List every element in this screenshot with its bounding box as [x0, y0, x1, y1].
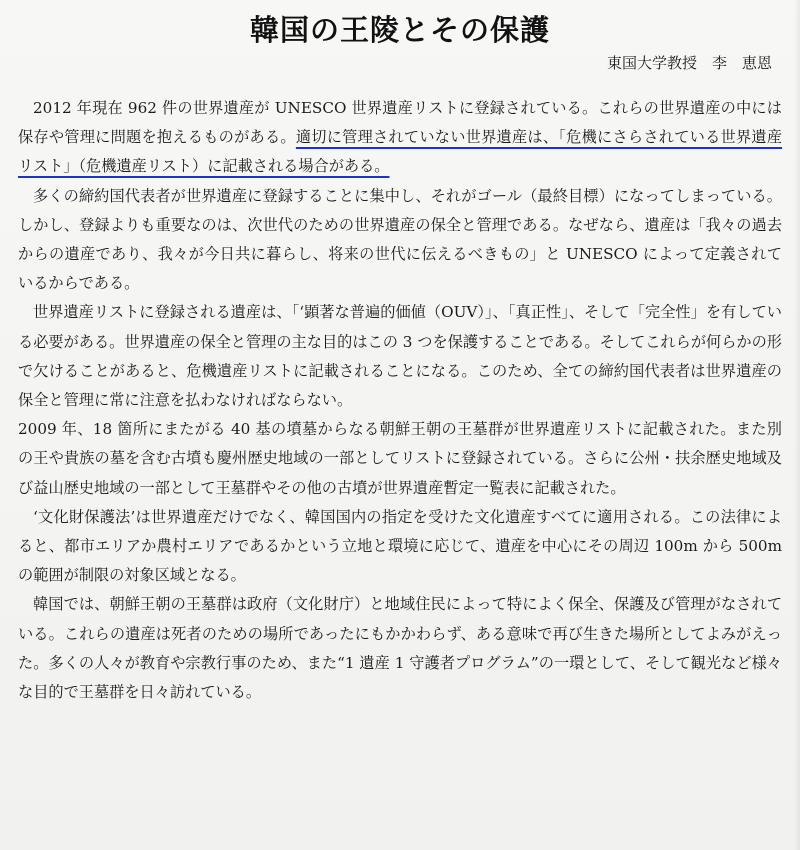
page-title: 韓国の王陵とその保護 [249, 13, 550, 47]
author-byline: 東国大学教授 李 恵恩 [606, 54, 772, 72]
paragraph-5: ‘文化財保護法’は世界遺産だけでなく、韓国国内の指定を受けた文化遺産すべてに適用される。この法律によると、都市エリアか農村エリアであるかという立地と環境に応じて、遺産を中心にその周辺 100m から 500m の範囲が制限の対象区域となる。 [18, 507, 782, 585]
paragraph-6: 韓国では、朝鮮王朝の王墓群は政府（文化財庁）と地域住民によって特によく保全、保護及び管理がなされている。これらの遺産は死者のための場所であったにもかかわらず、ある意味で再び生きた場所としてよみがえった。多くの人々が教育や宗教行事のため、また“1 遺産 1 守護者プログラム”の一環として、そして観光など様々な目的で王墓群を日々訪れている。 [18, 595, 783, 702]
underlined-sentence: 適切に管理されていない世界遺産は、「危機にさらされている世界遺産リスト」（危機遺産リスト）に記載される場合がある。 [18, 128, 783, 176]
paragraph-2: 多くの締約国代表者が世界遺産に登録することに集中し、それがゴール（最終目標）になってしまっている。しかし、登録よりも重要なのは、次世代のための世界遺産の保全と管理である。なぜなら、遺産は「我々の過去からの遺産であり、我々が今日共に暮らし、将来の世代に伝えるべきもの」と UNESCO によって定義されているからである。 [18, 186, 782, 293]
paragraph-3: 世界遺産リストに登録される遺産は、「‘顕著な普遍的価値（OUV）」、「真正性」、そして「完全性」を有している必要がある。世界遺産の保全と管理の主な目的はこの 3 つを保護することである。そしてこれらが何らかの形で欠けることがあると、危機遺産リストに記載されることになる。このため、全ての締約国代表者は世界遺産の保全と管理に常に注意を払わなければならない。 [18, 303, 782, 410]
article-body [18, 94, 782, 707]
paragraph-1-text: 2012 年現在 962 件の世界遺産が UNESCO 世界遺産リストに登録されている。これらの世界遺産の中には保存や管理に問題を抱えるものがある。 [18, 99, 782, 147]
page-edge-shadow [794, 0, 800, 850]
paragraph-1 [18, 94, 782, 182]
paragraph-4: 2009 年、18 箇所にまたがる 40 基の墳墓からなる朝鮮王朝の王墓群が世界遺産リストに記載された。また別の王や貴族の墓を含む古墳も慶州歴史地域の一部としてリストに登録されている。さらに公州・扶余歴史地域及び益山歴史地域の一部として王墓群やその他の古墳が世界遺産暫定一覧表に記載された。 [18, 420, 782, 497]
